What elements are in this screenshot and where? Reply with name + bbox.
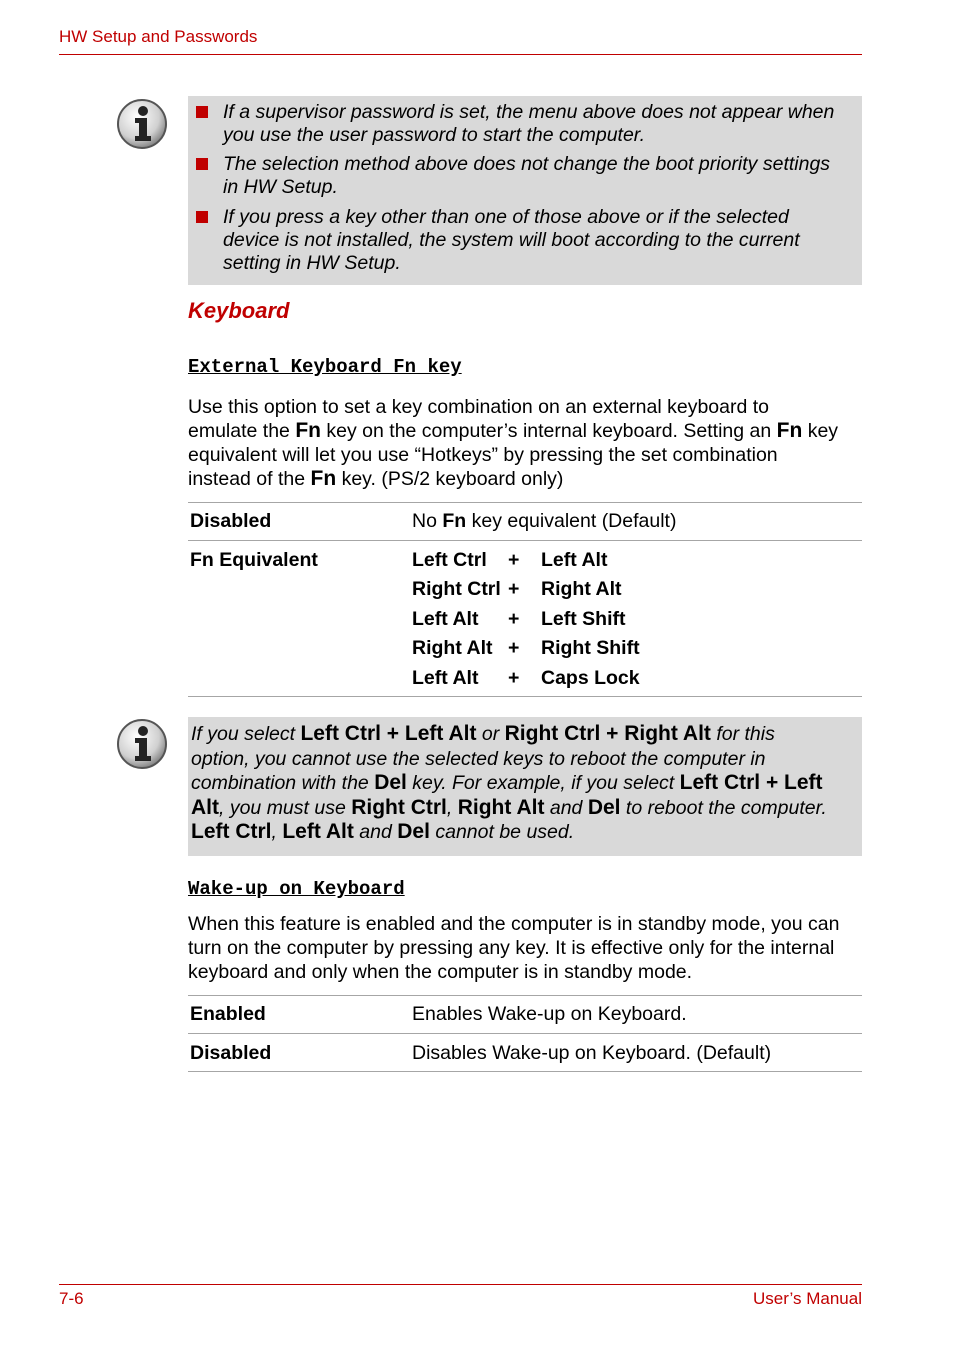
table-rule bbox=[188, 502, 862, 503]
combo-plus: + bbox=[508, 578, 520, 600]
fn-key-text: Fn bbox=[295, 419, 321, 442]
info-icon bbox=[116, 98, 168, 150]
option-label: Disabled bbox=[190, 510, 272, 532]
table-rule bbox=[188, 696, 862, 697]
option-value: No Fn key equivalent (Default) bbox=[412, 510, 677, 532]
note-text: you use the user password to start the computer. bbox=[223, 124, 645, 146]
manual-title: User’s Manual bbox=[753, 1289, 862, 1308]
page-number: 7-6 bbox=[59, 1289, 84, 1308]
combo-right: Right Shift bbox=[541, 637, 640, 659]
table-rule bbox=[188, 1033, 862, 1034]
para-line: instead of the Fn key. (PS/2 keyboard only) bbox=[188, 467, 564, 490]
combo-plus: + bbox=[508, 637, 520, 659]
option-value: Disables Wake-up on Keyboard. (Default) bbox=[412, 1042, 772, 1064]
combo-left: Left Ctrl bbox=[412, 549, 487, 571]
note-text: in HW Setup. bbox=[223, 176, 338, 198]
section-title: Keyboard bbox=[188, 298, 290, 323]
body-paragraph bbox=[188, 912, 862, 984]
bullet-square-icon bbox=[196, 158, 208, 170]
note-text: If you select Left Ctrl + Left Alt or Right Ctrl + Right Alt for this option, you cannot use the selected keys to reboot the computer in combination with the Del key. For example, if you select Left Ctrl + Left Alt, you must use Right Ctrl, Right Alt and Del to reboot the computer. Left Ctrl, Left Alt and Del cannot be used. bbox=[191, 722, 827, 843]
header-rule bbox=[59, 54, 862, 55]
para-line: turn on the computer by pressing any key. It is effective only for the internal bbox=[188, 937, 835, 959]
combo-left: Left Alt bbox=[412, 667, 479, 689]
note-text: setting in HW Setup. bbox=[223, 252, 401, 274]
note-text: The selection method above does not change the boot priority settings bbox=[223, 153, 831, 175]
note-box bbox=[188, 96, 862, 285]
para-line: equivalent will let you use “Hotkeys” by pressing the set combination bbox=[188, 444, 778, 466]
bullet-square-icon bbox=[196, 211, 208, 223]
para-line: keyboard and only when the computer is in standby mode. bbox=[188, 961, 693, 983]
combo-right: Left Shift bbox=[541, 608, 626, 630]
combo-plus: + bbox=[508, 608, 520, 630]
combo-left: Right Ctrl bbox=[412, 578, 501, 600]
para-line: Use this option to set a key combination on an external keyboard to bbox=[188, 396, 770, 418]
info-icon bbox=[116, 718, 168, 770]
para-line: emulate the Fn key on the computer’s internal keyboard. Setting an Fn key bbox=[188, 419, 839, 442]
note-text: device is not installed, the system will boot according to the current bbox=[223, 229, 800, 251]
bullet-square-icon bbox=[196, 106, 208, 118]
body-paragraph bbox=[188, 395, 862, 491]
combo-right: Right Alt bbox=[541, 578, 622, 600]
combo-right: Left Alt bbox=[541, 549, 608, 571]
subsection-heading: External Keyboard Fn key bbox=[188, 356, 462, 378]
table-rule bbox=[188, 995, 862, 996]
table-rule bbox=[188, 540, 862, 541]
combo-plus: + bbox=[508, 667, 520, 689]
fn-key-text: Fn bbox=[310, 467, 337, 490]
table-rule bbox=[188, 1071, 862, 1072]
combo-left: Left Alt bbox=[412, 608, 479, 630]
option-value: Enables Wake-up on Keyboard. bbox=[412, 1003, 687, 1025]
option-label: Enabled bbox=[190, 1003, 266, 1025]
combo-right: Caps Lock bbox=[541, 667, 640, 689]
fn-key-text: Fn bbox=[776, 419, 803, 442]
para-line: When this feature is enabled and the computer is in standby mode, you can bbox=[188, 913, 840, 935]
note-text: If you press a key other than one of those above or if the selected bbox=[223, 206, 789, 228]
note-box bbox=[188, 717, 862, 856]
option-label: Fn Equivalent bbox=[190, 549, 318, 571]
note-text: If a supervisor password is set, the menu above does not appear when bbox=[223, 101, 835, 123]
footer-rule bbox=[59, 1284, 862, 1285]
subsection-heading: Wake-up on Keyboard bbox=[188, 878, 405, 900]
combo-left: Right Alt bbox=[412, 637, 493, 659]
running-header: HW Setup and Passwords bbox=[59, 27, 258, 46]
combo-plus: + bbox=[508, 549, 520, 571]
option-label: Disabled bbox=[190, 1042, 272, 1064]
